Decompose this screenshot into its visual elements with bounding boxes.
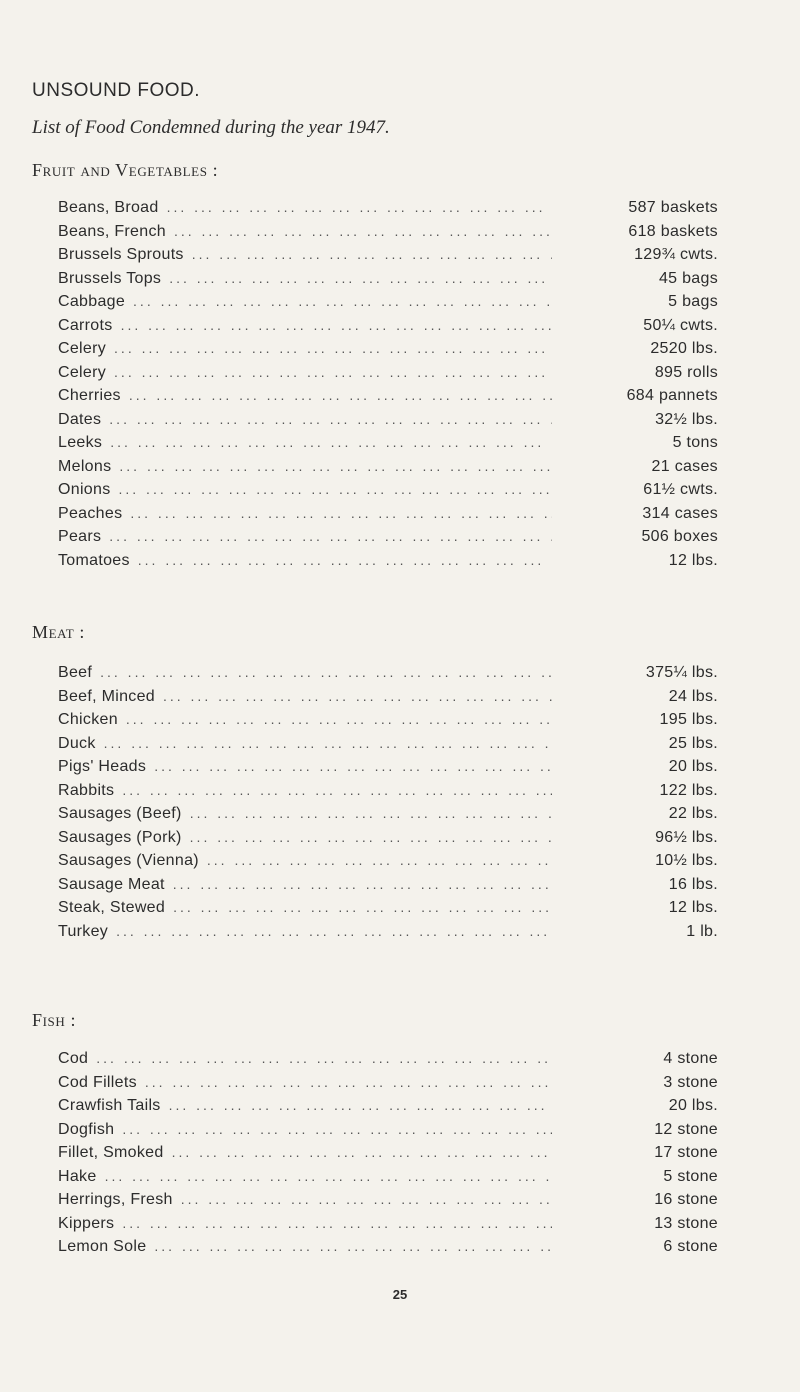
food-item-name: Fillet, Smoked [58, 1144, 164, 1161]
list-item [58, 899, 718, 923]
food-item-name: Celery [58, 340, 107, 357]
food-item-quantity: 20 lbs. [668, 1097, 718, 1114]
dot-leader [174, 223, 552, 239]
dot-leader [173, 876, 552, 892]
list-item [58, 711, 718, 735]
list-item [58, 1215, 718, 1239]
dot-leader [109, 411, 552, 427]
list-item [58, 735, 718, 759]
food-item-name: Sausage Meat [58, 875, 165, 893]
dot-leader [172, 1144, 552, 1160]
food-item-name: Herrings, Fresh [58, 1191, 173, 1208]
food-list-fish [58, 1050, 718, 1262]
list-item [58, 293, 718, 317]
food-item-name: Crawfish Tails [58, 1097, 161, 1114]
list-item [58, 1074, 718, 1098]
list-item [58, 505, 718, 529]
food-item-quantity: 10½ lbs. [655, 852, 718, 869]
dot-leader [114, 364, 552, 380]
food-item-name: Cabbage [58, 293, 126, 310]
section-title-fruit-vegetables: Fruit and Vegetables : [32, 160, 219, 180]
food-item-quantity: 375¼ lbs. [645, 664, 718, 681]
list-item [58, 1097, 718, 1121]
food-item-quantity: 16 lbs. [668, 875, 718, 893]
food-item-quantity: 22 lbs. [668, 805, 718, 822]
food-item-quantity: 21 cases [651, 457, 718, 475]
food-item-quantity: 6 stone [663, 1238, 718, 1255]
list-item [58, 387, 718, 411]
food-item-name: Celery [58, 363, 107, 381]
food-item-quantity: 2520 lbs. [650, 340, 718, 357]
dot-leader [133, 293, 552, 309]
dot-leader [169, 1097, 552, 1113]
dot-leader [119, 458, 552, 474]
dot-leader [126, 711, 552, 727]
food-item-name: Onions [58, 481, 111, 498]
food-item-name: Pigs' Heads [58, 758, 147, 775]
list-item [58, 246, 718, 270]
food-item-name: Cod [58, 1050, 89, 1067]
list-item [58, 1121, 718, 1145]
food-item-quantity: 122 lbs. [659, 781, 718, 799]
dot-leader [167, 199, 552, 215]
dot-leader [181, 1191, 552, 1207]
food-item-quantity: 24 lbs. [668, 687, 718, 705]
list-item [58, 852, 718, 876]
list-item [58, 223, 718, 247]
list-item [58, 805, 718, 829]
list-item [58, 1168, 718, 1192]
food-item-name: Hake [58, 1167, 97, 1185]
food-item-quantity: 684 pannets [626, 387, 718, 404]
dot-leader [96, 1050, 552, 1066]
food-list-fruit-vegetables [58, 199, 718, 575]
list-item [58, 688, 718, 712]
section-title-fish: Fish : [32, 1010, 77, 1030]
dot-leader [122, 782, 552, 798]
dot-leader [145, 1074, 552, 1090]
dot-leader [114, 340, 552, 356]
dot-leader [109, 528, 552, 544]
food-item-quantity: 12 lbs. [668, 899, 718, 916]
food-item-name: Brussels Sprouts [58, 246, 184, 263]
list-item [58, 458, 718, 482]
section-title-meat: Meat : [32, 622, 85, 642]
dot-leader [110, 434, 552, 450]
food-item-name: Carrots [58, 316, 113, 334]
list-item [58, 317, 718, 341]
food-item-quantity: 50¼ cwts. [643, 316, 718, 334]
food-item-name: Duck [58, 734, 96, 752]
food-item-quantity: 195 lbs. [659, 711, 718, 728]
food-item-quantity: 61½ cwts. [643, 481, 718, 498]
food-item-name: Beef [58, 664, 93, 681]
food-item-quantity: 129¾ cwts. [634, 246, 718, 263]
food-item-quantity: 45 bags [658, 269, 718, 287]
dot-leader [169, 270, 552, 286]
food-item-name: Peaches [58, 504, 123, 522]
food-item-name: Pears [58, 528, 102, 545]
list-item [58, 552, 718, 576]
food-item-name: Leeks [58, 434, 103, 451]
food-item-quantity: 314 cases [642, 504, 718, 522]
food-item-name: Brussels Tops [58, 269, 162, 287]
food-item-quantity: 12 stone [654, 1120, 718, 1138]
food-item-quantity: 506 boxes [641, 528, 718, 545]
list-item [58, 782, 718, 806]
dot-leader [100, 664, 552, 680]
dot-leader [121, 317, 552, 333]
food-item-quantity: 32½ lbs. [655, 410, 718, 428]
list-item [58, 481, 718, 505]
food-item-name: Beans, French [58, 222, 166, 240]
food-item-name: Melons [58, 457, 112, 475]
dot-leader [154, 758, 552, 774]
dot-leader [122, 1215, 552, 1231]
dot-leader [207, 852, 552, 868]
food-list-meat [58, 664, 718, 946]
dot-leader [192, 246, 552, 262]
food-item-name: Beef, Minced [58, 687, 155, 705]
list-item [58, 1191, 718, 1215]
food-item-quantity: 3 stone [663, 1073, 718, 1091]
list-item [58, 434, 718, 458]
page-subheading: List of Food Condemned during the year 1947. [32, 117, 390, 138]
food-item-quantity: 895 rolls [654, 363, 718, 381]
list-item [58, 829, 718, 853]
list-item [58, 664, 718, 688]
food-item-quantity: 5 tons [672, 434, 718, 451]
list-item [58, 411, 718, 435]
dot-leader [104, 735, 552, 751]
food-item-quantity: 25 lbs. [668, 734, 718, 752]
page-number: 25 [392, 1287, 408, 1302]
list-item [58, 758, 718, 782]
food-item-quantity: 17 stone [654, 1144, 718, 1161]
food-item-name: Chicken [58, 711, 118, 728]
dot-leader [163, 688, 552, 704]
list-item [58, 876, 718, 900]
dot-leader [122, 1121, 552, 1137]
dot-leader [154, 1238, 552, 1254]
dot-leader [129, 387, 552, 403]
dot-leader [116, 923, 552, 939]
food-item-quantity: 13 stone [654, 1214, 718, 1232]
food-item-quantity: 587 baskets [628, 199, 718, 216]
dot-leader [173, 899, 552, 915]
dot-leader [119, 481, 553, 497]
food-item-name: Sausages (Pork) [58, 828, 182, 846]
food-item-quantity: 4 stone [663, 1050, 718, 1067]
food-item-name: Rabbits [58, 781, 115, 799]
food-item-name: Cod Fillets [58, 1073, 137, 1091]
food-item-quantity: 16 stone [654, 1191, 718, 1208]
food-item-name: Sausages (Beef) [58, 805, 182, 822]
food-item-name: Lemon Sole [58, 1238, 147, 1255]
food-item-quantity: 96½ lbs. [655, 828, 718, 846]
dot-leader [105, 1168, 552, 1184]
list-item [58, 364, 718, 388]
list-item [58, 1238, 718, 1262]
dot-leader [190, 805, 552, 821]
dot-leader [138, 552, 552, 568]
food-item-name: Beans, Broad [58, 199, 159, 216]
food-item-name: Dates [58, 410, 102, 428]
food-item-name: Sausages (Vienna) [58, 852, 199, 869]
food-item-name: Turkey [58, 922, 109, 940]
food-item-name: Steak, Stewed [58, 899, 166, 916]
food-item-quantity: 5 bags [668, 293, 718, 310]
food-item-quantity: 5 stone [663, 1167, 718, 1185]
food-item-quantity: 20 lbs. [668, 758, 718, 775]
list-item [58, 1144, 718, 1168]
page-heading: UNSOUND FOOD. [32, 80, 200, 101]
list-item [58, 340, 718, 364]
food-item-name: Cherries [58, 387, 121, 404]
list-item [58, 528, 718, 552]
list-item [58, 270, 718, 294]
food-item-name: Kippers [58, 1214, 115, 1232]
food-item-quantity: 618 baskets [628, 222, 718, 240]
list-item [58, 1050, 718, 1074]
food-item-quantity: 1 lb. [686, 922, 718, 940]
dot-leader [130, 505, 552, 521]
food-item-name: Tomatoes [58, 551, 130, 569]
dot-leader [190, 829, 552, 845]
food-item-quantity: 12 lbs. [668, 551, 718, 569]
list-item [58, 199, 718, 223]
food-item-name: Dogfish [58, 1120, 115, 1138]
list-item [58, 923, 718, 947]
